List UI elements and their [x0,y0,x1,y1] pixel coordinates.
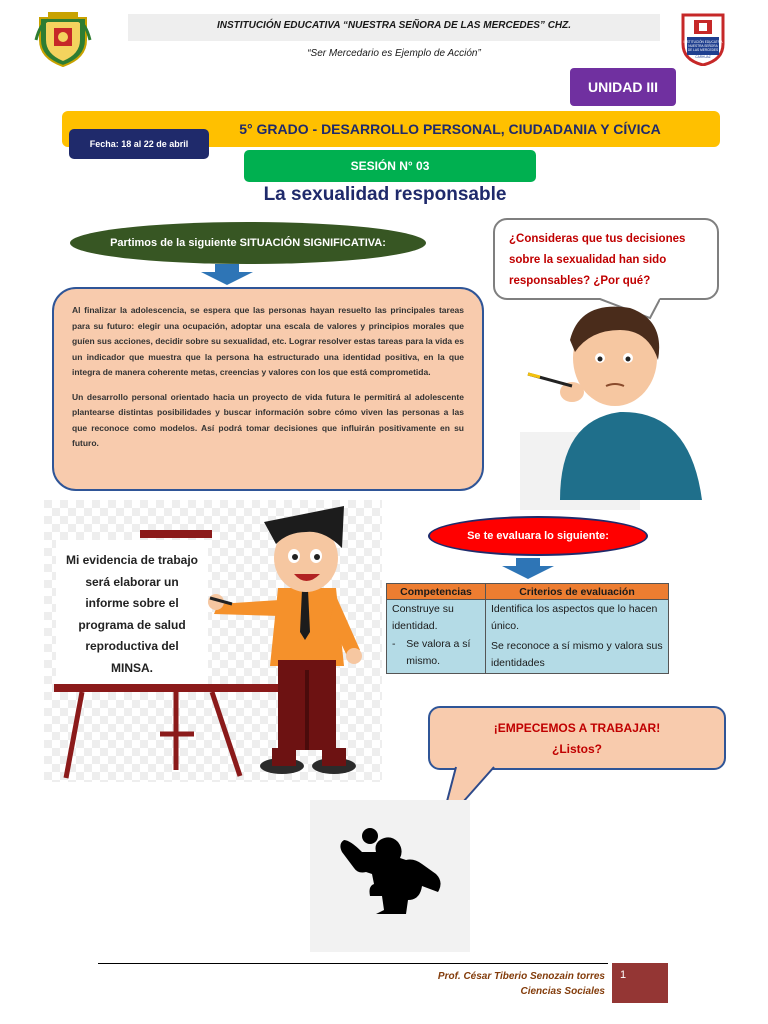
page-title: La sexualidad responsable [263,184,507,205]
institution-name: INSTITUCIÓN EDUCATIVA “NUESTRA SEÑORA DE LAS MERCEDES” CHZ. [216,20,572,31]
evaluation-heading: Se te evaluara lo siguiente: [428,516,648,556]
unit-badge: UNIDAD III [570,68,676,106]
question-bubble: ¿Consideras que tus decisiones sobre la sexualidad han sido responsables? ¿Por qué? [493,218,719,300]
criterion-1: Identifica los aspectos que lo hacen único. [491,603,658,632]
grade-title: 5° GRADO - DESARROLLO PERSONAL, CIUDADANIA Y CÍVICA [239,121,661,137]
right-logo-text-line-2: NUESTRA SEÑORA [688,44,718,48]
situation-paragraph-2: Un desarrollo personal orientado hacia un proyecto de vida futura le permitirá al adolescente plantearse distintas posibilidades y buscar información sobre cómo viven las personas a las que reconoce como modelos. Así podrá tomar decisiones que influirán positivamente en su futuro. [72,391,464,448]
column-header-competencias: Competencias [387,584,486,600]
school-motto: “Ser Mercedario es Ejemplo de Acción” [307,48,481,59]
situation-box [52,287,484,491]
footer-divider [98,963,608,964]
evidence-card: Mi evidencia de trabajo será elaborar un informe sobre el programa de salud reproductiva del MINSA. [56,540,208,684]
bullet-dash: - [392,638,396,650]
competency-cell [387,600,486,674]
school-crest-right-logo [680,12,726,66]
right-logo-text-line-4: CARHUAZ [695,55,711,59]
right-logo-text-line-1: INSTITUCIÓN EDUCATIVA [683,40,723,44]
criterion-2: Se reconoce a sí mismo y valora sus identidades [491,640,663,669]
evaluation-table [386,583,669,674]
competency-text: Construye su identidad. [392,603,454,632]
column-header-criterios: Criterios de evaluación [486,584,669,600]
subject-name: Ciencias Sociales [520,986,605,997]
school-crest-left-logo [34,10,92,68]
date-badge: Fecha: 18 al 22 de abril [69,129,209,159]
arrow-down-icon [500,558,556,585]
situation-heading: Partimos de la siguiente SITUACIÓN SIGNIFICATIVA: [70,222,426,264]
competency-sub-text: Se valora a sí mismo. [406,638,471,667]
thinking-student-illustration [520,300,706,510]
criteria-cell [486,600,669,674]
lets-work-line-1: ¡EMPECEMOS A TRABAJAR! [493,721,661,735]
strong-man-silhouette-icon [310,800,470,952]
session-badge: SESIÓN N° 03 [244,150,536,182]
page-number: 1 [612,963,668,1003]
table-header-row [387,584,669,600]
table-row [387,600,669,674]
lets-work-line-2: ¿Listos? [552,742,602,756]
right-logo-text-line-3: DE LAS MERCEDES [687,48,719,52]
lets-work-bubble [428,706,726,770]
teacher-name: Prof. César Tiberio Senozain torres [437,971,605,982]
situation-paragraph-1: Al finalizar la adolescencia, se espera que las personas hayan resuelto las principales tareas para su futuro: elegir una ocupación, adoptar una escala de valores y principios morales que guíen sus acciones, decidir sobre su sexualidad, etc. Lograr resolver estas tareas para la vida es un indicador que muestra que la persona ha estructurado una identidad positiva, en la que integra de manera coherente metas, creencias y valores con los que está comprometida. [72,305,464,377]
footer-credits [300,969,605,999]
competency-sub-item [392,636,480,670]
